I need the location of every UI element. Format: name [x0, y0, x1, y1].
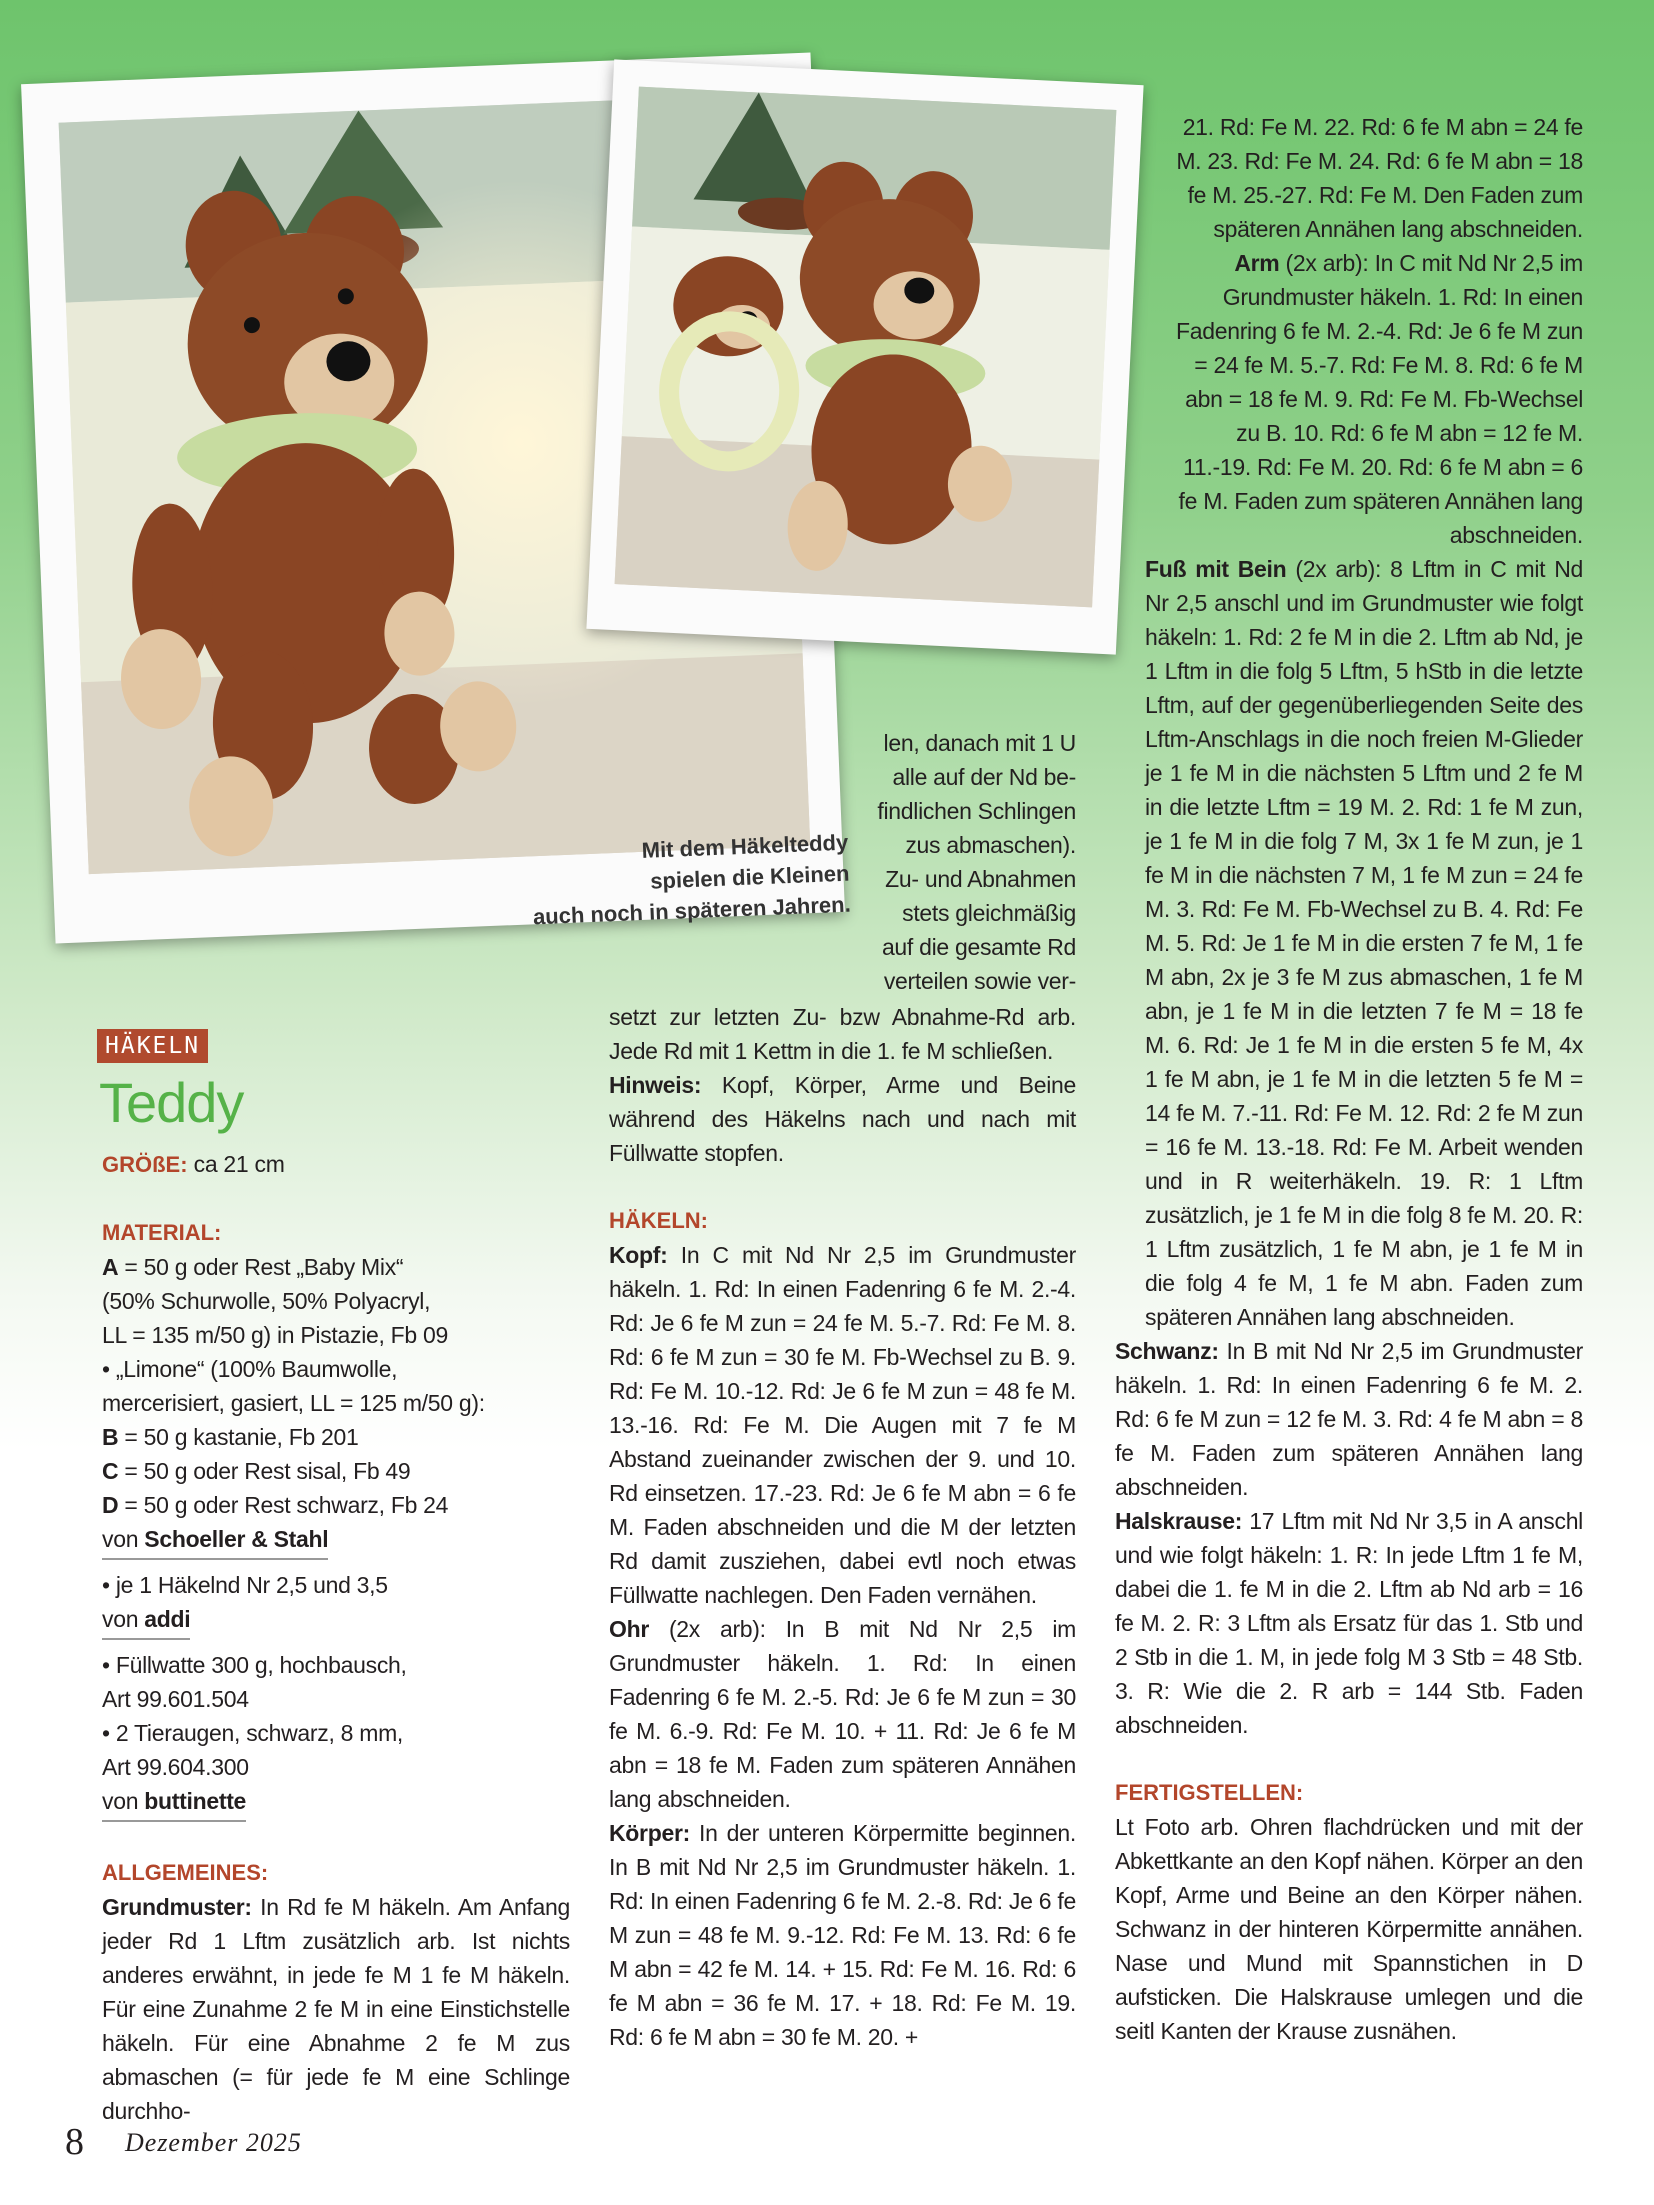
schwanz-text: In B mit Nd Nr 2,5 im Grundmuster häkeln. 1. Rd: In einen Fadenring 6 fe M. 2. Rd: 6 fe M zun = 12 fe M. 3. Rd: 4 fe M abn = 8 fe M. Faden zum späteren Annähen lang abschneiden. [1115, 1338, 1583, 1500]
yarn-code: B [102, 1424, 119, 1450]
issue-date: Dezember 2025 [125, 2128, 302, 2157]
fuss-label: Fuß mit Bein [1145, 556, 1287, 582]
arm-label: Arm [1234, 250, 1280, 276]
kopf-label: Kopf: [609, 1242, 668, 1268]
page-number: 8 [65, 2121, 84, 2163]
photo-frame-right [586, 59, 1143, 654]
supplier-name: buttinette [144, 1788, 247, 1814]
supplier-prefix: von [102, 1606, 145, 1632]
text-line: stets gleichmäßig [902, 900, 1076, 926]
supplier-buttinette [102, 1784, 246, 1822]
supplier-prefix: von [102, 1788, 145, 1814]
text-paragraph: 21. Rd: Fe M. 22. Rd: 6 fe M abn = 24 fe M. 23. Rd: Fe M. 24. Rd: 6 fe M abn = 18 fe M. 25.-27. Rd: Fe M. Den Faden zum späteren Annähen lang abschneiden. [1176, 114, 1583, 242]
material-line: • je 1 Häkelnd Nr 2,5 und 3,5 [102, 1572, 388, 1598]
text-line: findlichen Schlingen [877, 798, 1076, 824]
material-line: Art 99.601.504 [102, 1686, 249, 1712]
middle-column-narrow [836, 726, 1076, 998]
caption-line: Mit dem Häkelteddy [641, 829, 849, 863]
material-line: = 50 g oder Rest schwarz, Fb 24 [118, 1492, 449, 1518]
yarn-code: A [102, 1254, 119, 1280]
grundmuster-text: In Rd fe M häkeln. Am Anfang jeder Rd 1 Lftm zusätzlich arb. Ist nichts anderes erwähnt, in jede fe M 1 fe M häkeln. Für eine Zunahme 2 fe M in eine Einstichstelle häkeln. Für eine Abnahme 2 fe M zus abmaschen (= für jede fe M eine Schlinge durchho- [102, 1894, 570, 2124]
material-line: • Füllwatte 300 g, hochbausch, [102, 1652, 407, 1678]
fertigstellen-text: Lt Foto arb. Ohren flachdrücken und mit der Abkettkante an den Kopf nähen. Körper an den Kopf, Arme und Beine an den Körper nähen. Schwanz in der hinteren Körpermitte annähen. Nase und Mund mit Spannstichen in D aufsticken. Die Halskrause umlegen und die seitl Kanten der Krause zusnähen. [1115, 1814, 1583, 2044]
grundmuster-label: Grundmuster: [102, 1894, 252, 1920]
photo-caption [518, 827, 851, 933]
supplier-prefix: von [102, 1526, 145, 1552]
halskrause-label: Halskrause: [1115, 1508, 1243, 1534]
right-column [1115, 110, 1583, 2048]
caption-line: spielen die Kleinen [649, 860, 850, 894]
material-line: • 2 Tieraugen, schwarz, 8 mm, [102, 1720, 404, 1746]
text-line: Zu- und Abnahmen [885, 866, 1076, 892]
yarn-code: D [102, 1492, 119, 1518]
halskrause-text: 17 Lftm mit Nd Nr 3,5 in A anschl und wie folgt häkeln: 1. R: In jede Lftm 1 fe M, dabei die 1. fe M in die 2. Lftm ab Nd arb = 16 fe M. 2. R: 3 Lftm als Ersatz für das 1. Stb und 2 Stb in die 1. M, in jede folg M 3 Stb = 48 Stb. 3. R: Wie die 2. R arb = 144 Stb. Faden abschneiden. [1115, 1508, 1583, 1738]
caption-line: auch noch in späteren Jahren. [532, 891, 852, 930]
fertigstellen-heading: FERTIGSTELLEN: [1115, 1780, 1304, 1805]
hinweis-text: Kopf, Körper, Arme und Beine während des Häkelns nach und nach mit Füllwatte stopfen. [609, 1072, 1076, 1166]
koerper-label: Körper: [609, 1820, 690, 1846]
yarn-code: C [102, 1458, 119, 1484]
size-label: GRÖßE: [102, 1152, 188, 1177]
material-line: = 50 g kastanie, Fb 201 [118, 1424, 359, 1450]
material-line: Art 99.604.300 [102, 1754, 249, 1780]
text-line: len, danach mit 1 U [883, 730, 1076, 756]
schwanz-label: Schwanz: [1115, 1338, 1219, 1364]
allgemeines-heading: ALLGEMEINES: [102, 1860, 269, 1885]
ohr-text: (2x arb): In B mit Nd Nr 2,5 im Grundmuster häkeln. 1. Rd: In einen Fadenring 6 fe M. 2.-5. Rd: Je 6 fe M zun = 30 fe M. 6.-9. Rd: Fe M. 10. + 11. Rd: Je 6 fe M abn = 18 fe M. Faden zum späteren Annähen lang abschneiden. [609, 1616, 1076, 1812]
koerper-text: In der unteren Körpermitte beginnen. In B mit Nd Nr 2,5 im Grundmuster häkeln. 1. Rd: In einen Fadenring 6 fe M. 2.-8. Rd: Je 6 fe M zun = 48 fe M. 9.-12. Rd: Fe M. 13. Rd: 6 fe M abn = 42 fe M. 14. + 15. Rd: Fe M. 16. Rd: 6 fe M abn = 36 fe M. 17. + 18. Rd: Fe M. 19. Rd: 6 fe M abn = 30 fe M. 20. + [609, 1820, 1076, 2050]
hinweis-label: Hinweis: [609, 1072, 702, 1098]
supplier-name: addi [144, 1606, 191, 1632]
supplier-schoeller [102, 1522, 328, 1560]
kopf-text: In C mit Nd Nr 2,5 im Grundmuster häkeln. 1. Rd: In einen Fadenring 6 fe M. 2.-4. Rd: Je 6 fe M zun = 24 fe M. 5.-7. Rd: Fe M. 8. Rd: 6 fe M zun = 30 fe M. Fb-Wechsel zu B. 9. Rd: Fe M. 10.-12. Rd: Je 6 fe M zun = 48 fe M. 13.-16. Rd: Fe M. Die Augen mit 7 fe M Abstand zueinander zwischen der 9. und 10. Rd einsetzen. 17.-23. Rd: Je 6 fe M abn = 6 fe M. Faden abschneiden und die M der letzten Rd damit zusziehen, dabei evtl noch etwas Füllwatte nachlegen. Den Faden vernähen. [609, 1242, 1076, 1608]
material-line: (50% Schurwolle, 50% Polyacryl, [102, 1288, 431, 1314]
arm-text: (2x arb): In C mit Nd Nr 2,5 im Grundmuster häkeln. 1. Rd: In einen Fadenring 6 fe M. 2.-4. Rd: Je 6 fe M zun = 24 fe M. 5.-7. Rd: Fe M. 8. Rd: 6 fe M abn = 18 fe M. 9. Rd: Fe M. Fb-Wechsel zu B. 10. Rd: 6 fe M abn = 12 fe M. 11.-19. Rd: Fe M. 20. Rd: 6 fe M abn = 6 fe M. Faden zum späteren Annähen lang abschneiden. [1175, 250, 1583, 548]
material-heading: MATERIAL: [102, 1220, 222, 1245]
text-line: verteilen sowie ver- [883, 968, 1076, 994]
right-column-top [1175, 110, 1583, 552]
text-line: zus abmaschen). [905, 832, 1076, 858]
material-line: • „Limone“ (100% Baumwolle, [102, 1356, 398, 1382]
two-teddies-illustration [615, 87, 1117, 608]
material-line: mercerisiert, gasiert, LL = 125 m/50 g): [102, 1390, 485, 1416]
size-value: ca 21 cm [187, 1151, 285, 1177]
photo-two-teddies [615, 87, 1117, 608]
material-line: = 50 g oder Rest sisal, Fb 49 [118, 1458, 411, 1484]
text-paragraph: setzt zur letzten Zu- bzw Abnahme-Rd arb. Jede Rd mit 1 Kettm in die 1. fe M schließen. [609, 1004, 1076, 1064]
page-title: Teddy [99, 1071, 244, 1134]
fuss-text: (2x arb): 8 Lftm in C mit Nd Nr 2,5 anschl und im Grundmuster wie folgt häkeln: 1. Rd: 2 fe M in die 2. Lftm ab Nd, je 1 Lftm in die folg 5 Lftm, 5 hStb in die letzte Lftm, auf der gegenüberliegenden Seite des Lftm-Anschlags in die noch freien M-Glieder je 1 fe M in die nächsten 5 Lftm und 2 fe M in die letzte Lftm = 19 M. 2. Rd: 1 fe M zun, je 1 fe M in die folg 7 M, 3x 1 fe M zun, je 1 fe M in die nächsten 7 M, 1 fe M zun = 24 fe M. 3. Rd: Fe M. Fb-Wechsel zu B. 4. Rd: Fe M. 5. Rd: Je 1 fe M in die ersten 7 fe M, 1 fe M abn, 2x je 3 fe M zus abmaschen, 1 fe M abn, je 1 fe M in die letzten 7 fe M = 18 fe M. 6. Rd: Je 1 fe M in die ersten 5 fe M, 4x 1 fe M abn, je 1 fe M in die letzten 5 fe M = 14 fe M. 7.-11. Rd: Fe M. 12. Rd: 2 fe M zun = 16 fe M. 13.-18. Rd: Fe M. Arbeit wenden und in R weiterhäkeln. 19. R: 1 Lftm zusätzlich, je 1 fe M in die folg 8 fe M. 20. R: 1 Lftm zusätzlich, 1 fe M abn, je 1 fe M in die folg 4 fe M, 1 fe M abn. Faden zum späteren Annähen lang abschneiden. [1145, 556, 1583, 1330]
haekeln-heading: HÄKELN: [609, 1208, 708, 1233]
supplier-name: Schoeller & Stahl [144, 1526, 329, 1552]
material-line: = 50 g oder Rest „Baby Mix“ [118, 1254, 404, 1280]
middle-column [609, 1000, 1076, 2054]
text-line: auf die gesamte Rd [881, 934, 1076, 960]
material-line: LL = 135 m/50 g) in Pistazie, Fb 09 [102, 1322, 448, 1348]
supplier-addi [102, 1602, 190, 1640]
left-column [102, 1147, 570, 2128]
text-line: alle auf der Nd be- [892, 764, 1076, 790]
section-tag: HÄKELN [97, 1029, 208, 1063]
ohr-label: Ohr [609, 1616, 649, 1642]
